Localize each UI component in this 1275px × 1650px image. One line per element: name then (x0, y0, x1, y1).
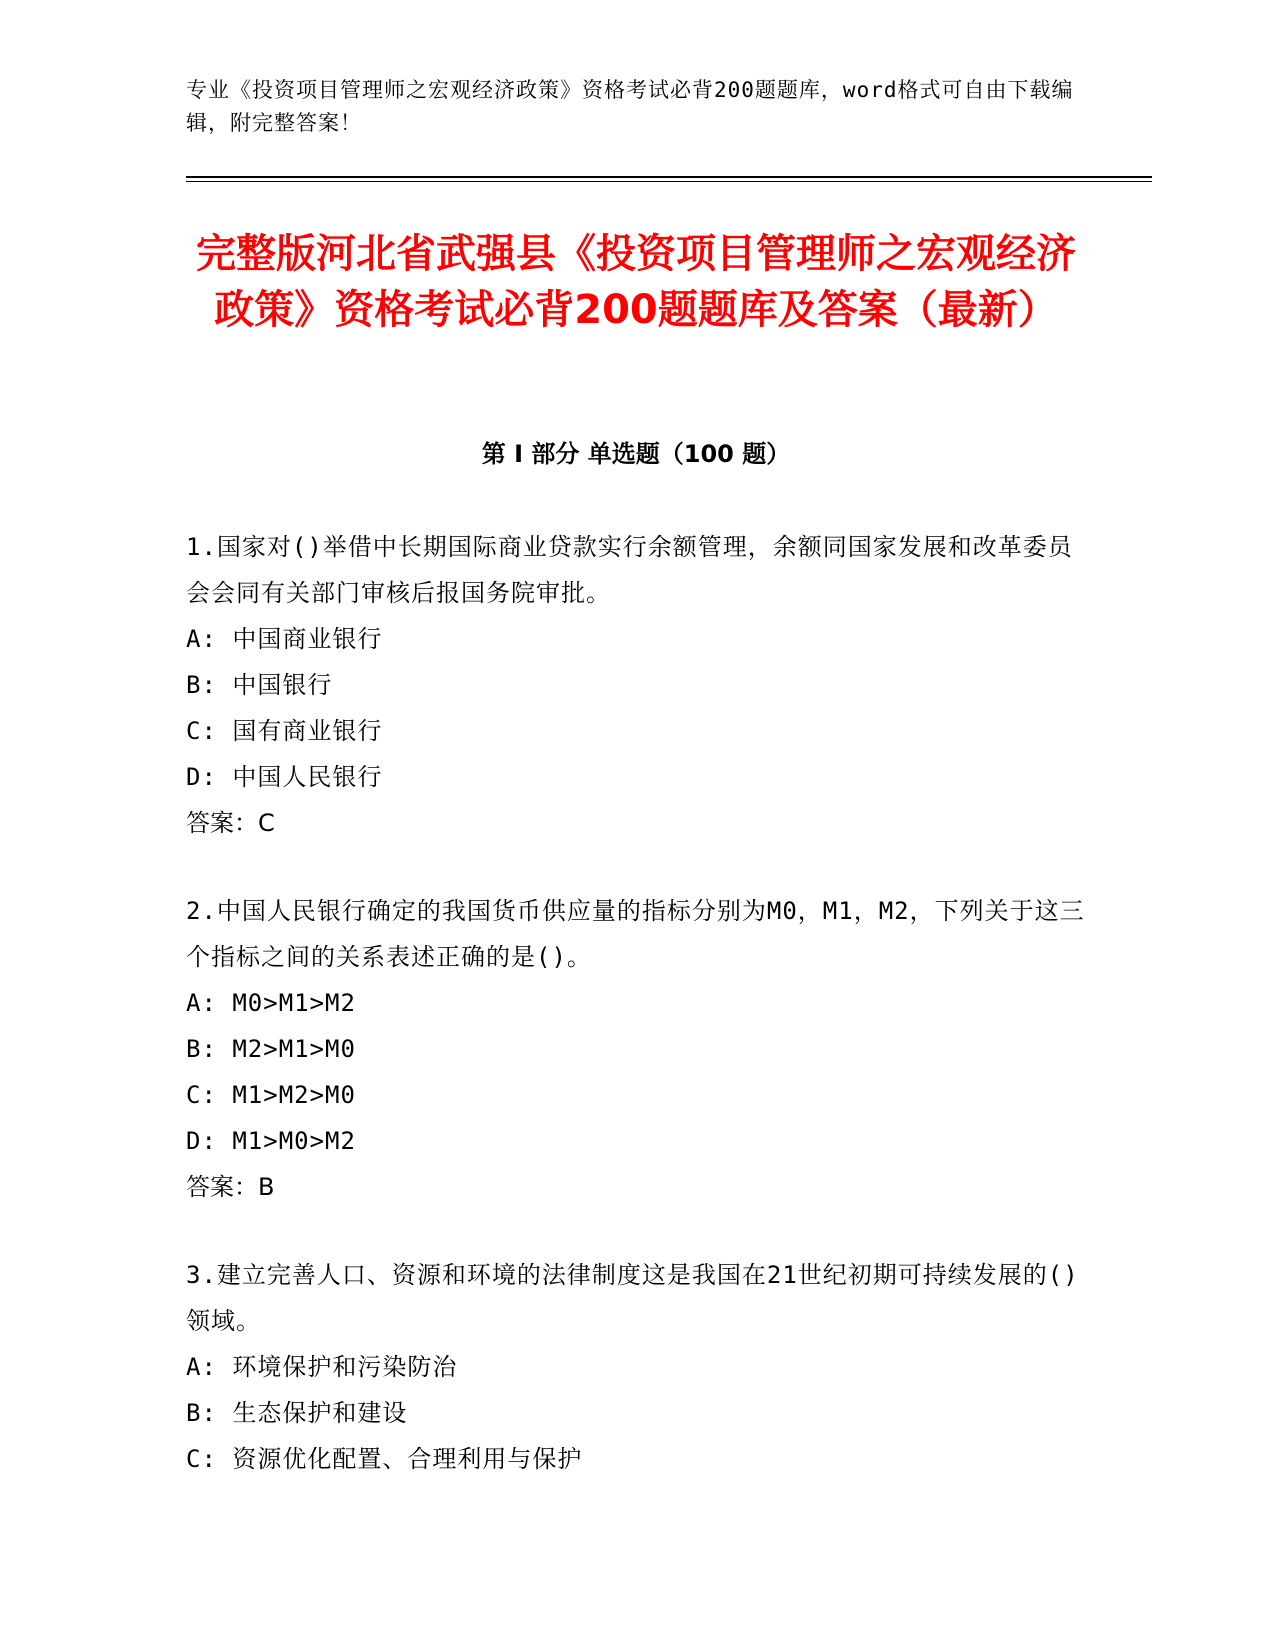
option-b: B: 中国银行 (186, 671, 333, 699)
header-divider-thick (186, 176, 1152, 178)
option-b: B: M2>M1>M0 (186, 1035, 356, 1063)
question-stem: 3.建立完善人口、资源和环境的法律制度这是我国在21世纪初期可持续发展的()领域。 (186, 1261, 1079, 1335)
header-note: 专业《投资项目管理师之宏观经济政策》资格考试必背200题题库，word格式可自由下载编辑，附完整答案！ (186, 78, 1074, 135)
option-c: C: 国有商业银行 (186, 717, 383, 745)
question-stem: 1.国家对()举借中长期国际商业贷款实行余额管理，余额同国家发展和改革委员会会同有关部门审核后报国务院审批。 (186, 533, 1073, 607)
answer-line: 答案：C (186, 809, 275, 837)
question-block (186, 1252, 1086, 1482)
answer-line: 答案：B (186, 1173, 275, 1201)
question-stem: 2.中国人民银行确定的我国货币供应量的指标分别为M0，M1，M2，下列关于这三个指标之间的关系表述正确的是()。 (186, 897, 1085, 971)
question-block (186, 888, 1086, 1210)
option-a: A: 中国商业银行 (186, 625, 383, 653)
section-title: 第 I 部分 单选题（100 题） (481, 440, 791, 468)
option-a: A: 环境保护和污染防治 (186, 1353, 458, 1381)
option-d: D: 中国人民银行 (186, 763, 383, 791)
option-c: C: 资源优化配置、合理利用与保护 (186, 1445, 583, 1473)
option-c: C: M1>M2>M0 (186, 1081, 356, 1109)
question-block (186, 524, 1086, 846)
option-d: D: M1>M0>M2 (186, 1127, 356, 1155)
option-a: A: M0>M1>M2 (186, 989, 356, 1017)
document-title: 完整版河北省武强县《投资项目管理师之宏观经济政策》资格考试必背200题题库及答案（最新） (196, 231, 1076, 333)
option-b: B: 生态保护和建设 (186, 1399, 408, 1427)
header-divider-thin (186, 181, 1152, 182)
